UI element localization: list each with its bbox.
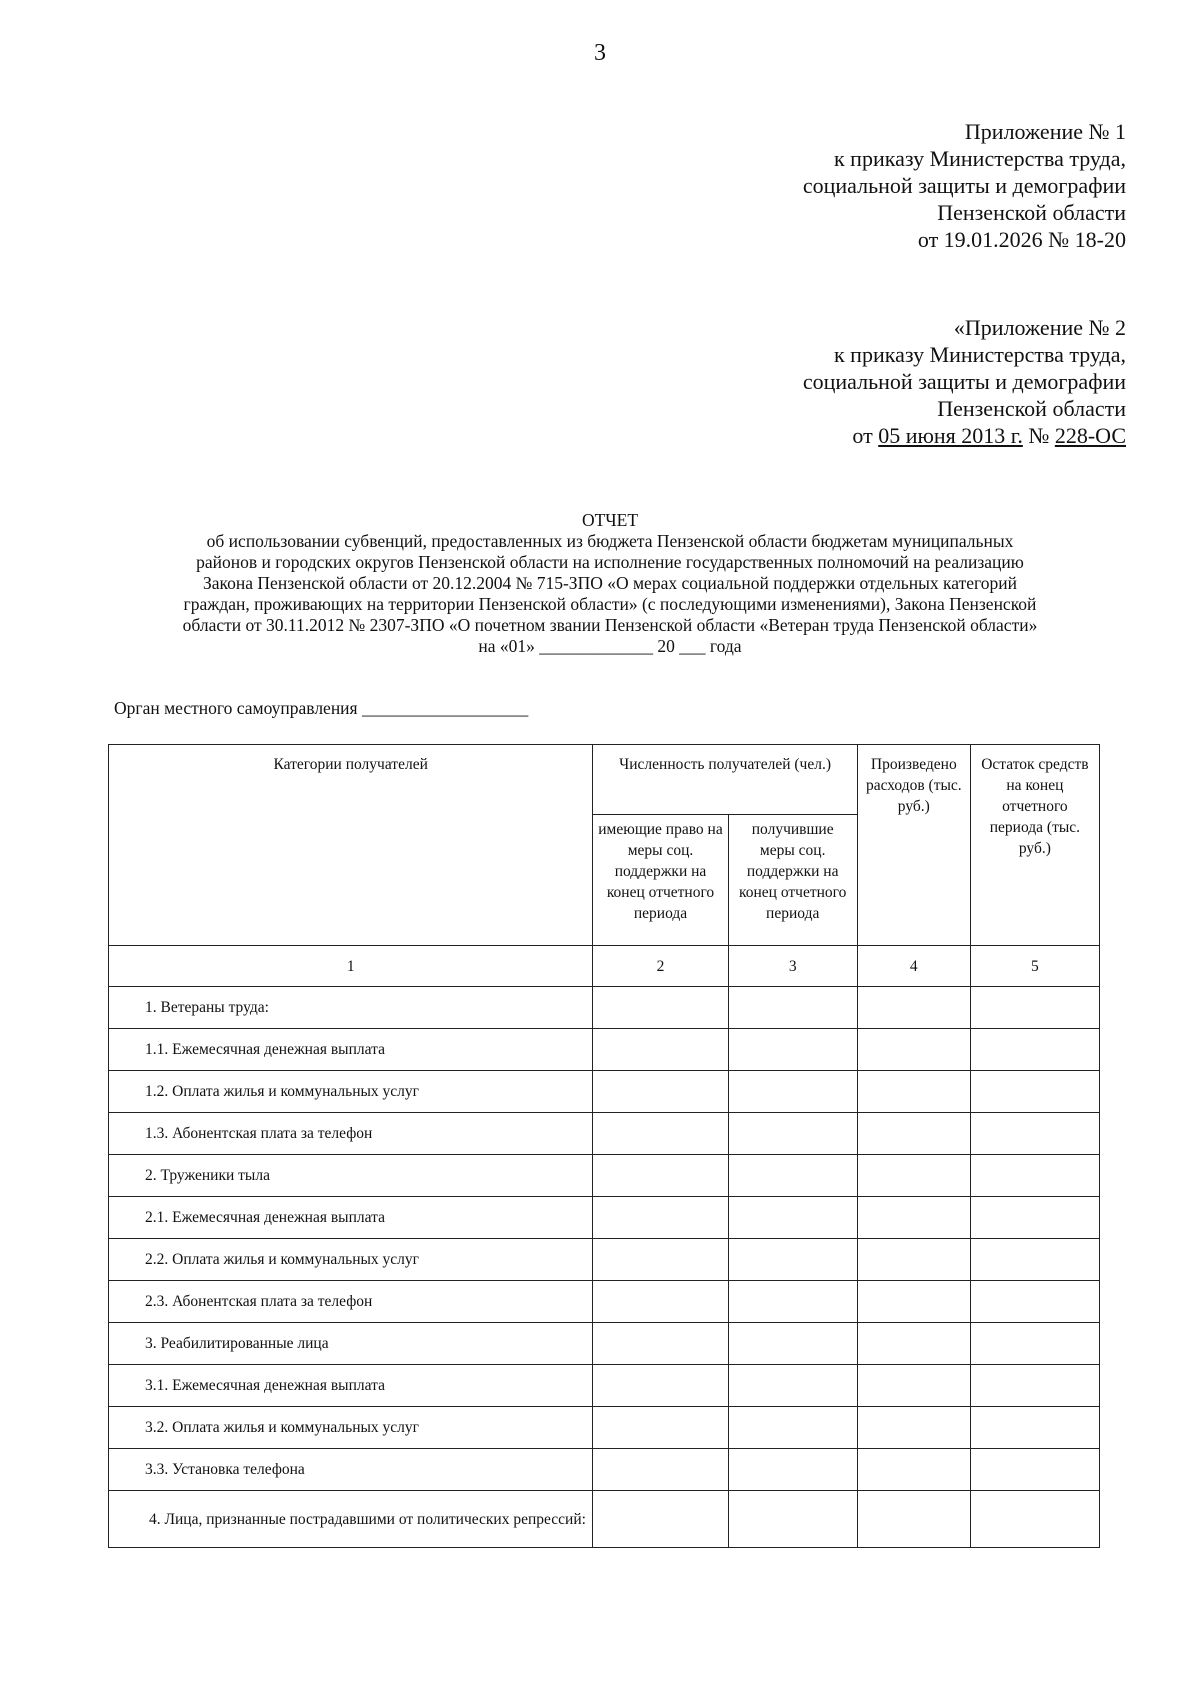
- cell-expenses[interactable]: [857, 1113, 970, 1155]
- table-row: [109, 1113, 1100, 1155]
- cell-entitled[interactable]: [593, 1155, 728, 1197]
- cell-expenses[interactable]: [857, 1071, 970, 1113]
- appendix-1-line: от 19.01.2026 № 18-20: [917, 227, 1126, 252]
- order-date: 05 июня 2013 г.: [878, 423, 1023, 448]
- table-row: [109, 1029, 1100, 1071]
- cell-balance[interactable]: [970, 1449, 1099, 1491]
- cell-expenses[interactable]: [857, 1449, 970, 1491]
- table-row: [109, 987, 1100, 1029]
- appendix-1-line: Приложение № 1: [964, 119, 1126, 144]
- cell-balance[interactable]: [970, 987, 1099, 1029]
- cell-expenses[interactable]: [857, 1281, 970, 1323]
- column-number: 2: [593, 946, 728, 987]
- cell-entitled[interactable]: [593, 1365, 728, 1407]
- cell-balance[interactable]: [970, 1029, 1099, 1071]
- report-title: ОТЧЕТ: [581, 510, 639, 530]
- cell-entitled[interactable]: [593, 1491, 728, 1548]
- cell-expenses[interactable]: [857, 1407, 970, 1449]
- row-label: 1. Ветераны труда:: [109, 987, 593, 1029]
- appendix-1-line: Пензенской области: [937, 200, 1126, 225]
- report-title-line: граждан, проживающих на территории Пензенской области» (с последующими изменениями), Закона Пензенской: [183, 594, 1037, 614]
- cell-expenses[interactable]: [857, 1323, 970, 1365]
- table-row: [109, 1323, 1100, 1365]
- report-title-line: районов и городских округов Пензенской области на исполнение государственных полномочий на реализацию: [196, 552, 1024, 572]
- cell-received[interactable]: [728, 1449, 857, 1491]
- report-title-line: Закона Пензенской области от 20.12.2004 № 715-ЗПО «О мерах социальной поддержки отдельных категорий: [203, 573, 1017, 593]
- row-label: 1.3. Абонентская плата за телефон: [109, 1113, 593, 1155]
- cell-entitled[interactable]: [593, 1407, 728, 1449]
- page-number: 3: [594, 40, 606, 66]
- cell-received[interactable]: [728, 1281, 857, 1323]
- cell-received[interactable]: [728, 1323, 857, 1365]
- header-expenses: Произведено расходов (тыс. руб.): [857, 745, 970, 946]
- column-number: 3: [728, 946, 857, 987]
- cell-balance[interactable]: [970, 1071, 1099, 1113]
- report-table: [108, 744, 1100, 1548]
- header-received: получившие меры соц. поддержки на конец отчетного периода: [728, 815, 857, 946]
- header-entitled: имеющие право на меры соц. поддержки на конец отчетного периода: [593, 815, 728, 946]
- cell-entitled[interactable]: [593, 987, 728, 1029]
- cell-balance[interactable]: [970, 1113, 1099, 1155]
- row-label: 2. Труженики тыла: [109, 1155, 593, 1197]
- table-row: [109, 1071, 1100, 1113]
- table-row: [109, 1449, 1100, 1491]
- cell-received[interactable]: [728, 1365, 857, 1407]
- row-label: 3.2. Оплата жилья и коммунальных услуг: [109, 1407, 593, 1449]
- cell-entitled[interactable]: [593, 1281, 728, 1323]
- appendix-2-line: «Приложение № 2: [953, 315, 1126, 340]
- table-row: [109, 1281, 1100, 1323]
- appendix-1-line: социальной защиты и демографии: [802, 173, 1126, 198]
- cell-balance[interactable]: [970, 1239, 1099, 1281]
- cell-balance[interactable]: [970, 1281, 1099, 1323]
- appendix-2-line: Пензенской области: [937, 396, 1126, 421]
- column-number: 5: [970, 946, 1099, 987]
- appendix-1-line: к приказу Министерства труда,: [833, 146, 1126, 171]
- row-label: 1.1. Ежемесячная денежная выплата: [109, 1029, 593, 1071]
- cell-balance[interactable]: [970, 1155, 1099, 1197]
- appendix-2-line: к приказу Министерства труда,: [833, 342, 1126, 367]
- report-heading: [110, 510, 1110, 657]
- cell-entitled[interactable]: [593, 1197, 728, 1239]
- header-count-group: Численность получателей (чел.): [593, 745, 857, 815]
- cell-balance[interactable]: [970, 1197, 1099, 1239]
- appendix-2-line: социальной защиты и демографии: [802, 369, 1126, 394]
- cell-expenses[interactable]: [857, 1029, 970, 1071]
- column-number: 1: [109, 946, 593, 987]
- cell-received[interactable]: [728, 987, 857, 1029]
- cell-expenses[interactable]: [857, 987, 970, 1029]
- order-number: 228-ОС: [1054, 423, 1126, 448]
- cell-balance[interactable]: [970, 1407, 1099, 1449]
- cell-received[interactable]: [728, 1407, 857, 1449]
- row-label: 2.1. Ежемесячная денежная выплата: [109, 1197, 593, 1239]
- row-label: 1.2. Оплата жилья и коммунальных услуг: [109, 1071, 593, 1113]
- cell-received[interactable]: [728, 1155, 857, 1197]
- cell-balance[interactable]: [970, 1323, 1099, 1365]
- report-date-line: на «01» _____________ 20 ___ года: [478, 636, 742, 656]
- table-header-row: [109, 745, 1100, 815]
- appendix-2-header: [803, 314, 1126, 449]
- cell-received[interactable]: [728, 1239, 857, 1281]
- cell-received[interactable]: [728, 1029, 857, 1071]
- table-row: [109, 1197, 1100, 1239]
- row-label: 2.3. Абонентская плата за телефон: [109, 1281, 593, 1323]
- header-balance: Остаток средств на конец отчетного периода (тыс. руб.): [970, 745, 1099, 946]
- table-row: [109, 1407, 1100, 1449]
- cell-entitled[interactable]: [593, 1113, 728, 1155]
- cell-expenses[interactable]: [857, 1155, 970, 1197]
- cell-entitled[interactable]: [593, 1449, 728, 1491]
- cell-received[interactable]: [728, 1113, 857, 1155]
- report-title-line: области от 30.11.2012 № 2307-ЗПО «О почетном звании Пензенской области «Ветеран труда Пензенской области»: [182, 615, 1038, 635]
- column-numbers-row: [109, 946, 1100, 987]
- cell-received[interactable]: [728, 1197, 857, 1239]
- cell-received[interactable]: [728, 1071, 857, 1113]
- row-label: 3. Реабилитированные лица: [109, 1323, 593, 1365]
- table-row: [109, 1491, 1100, 1548]
- row-label: 3.1. Ежемесячная денежная выплата: [109, 1365, 593, 1407]
- cell-expenses[interactable]: [857, 1197, 970, 1239]
- cell-balance[interactable]: [970, 1365, 1099, 1407]
- date-prefix: от: [852, 423, 879, 448]
- local-government-line: Орган местного самоуправления ___________________: [114, 698, 529, 718]
- cell-entitled[interactable]: [593, 1239, 728, 1281]
- cell-expenses[interactable]: [857, 1491, 970, 1548]
- appendix-1-header: [803, 118, 1126, 253]
- table-row: [109, 1365, 1100, 1407]
- cell-entitled[interactable]: [593, 1323, 728, 1365]
- header-categories: Категории получателей: [109, 745, 593, 946]
- cell-received[interactable]: [728, 1491, 857, 1548]
- table-row: [109, 1155, 1100, 1197]
- appendix-2-date-line: [803, 422, 1126, 449]
- report-title-line: об использовании субвенций, предоставленных из бюджета Пензенской области бюджетам муниципальных: [206, 531, 1014, 551]
- row-label: 2.2. Оплата жилья и коммунальных услуг: [109, 1239, 593, 1281]
- cell-expenses[interactable]: [857, 1365, 970, 1407]
- column-number: 4: [857, 946, 970, 987]
- row-label: 3.3. Установка телефона: [109, 1449, 593, 1491]
- number-prefix: №: [1022, 423, 1055, 448]
- cell-expenses[interactable]: [857, 1239, 970, 1281]
- table-row: [109, 1239, 1100, 1281]
- row-label: 4. Лица, признанные пострадавшими от политических репрессий:: [109, 1491, 593, 1548]
- cell-balance[interactable]: [970, 1491, 1099, 1548]
- cell-entitled[interactable]: [593, 1071, 728, 1113]
- cell-entitled[interactable]: [593, 1029, 728, 1071]
